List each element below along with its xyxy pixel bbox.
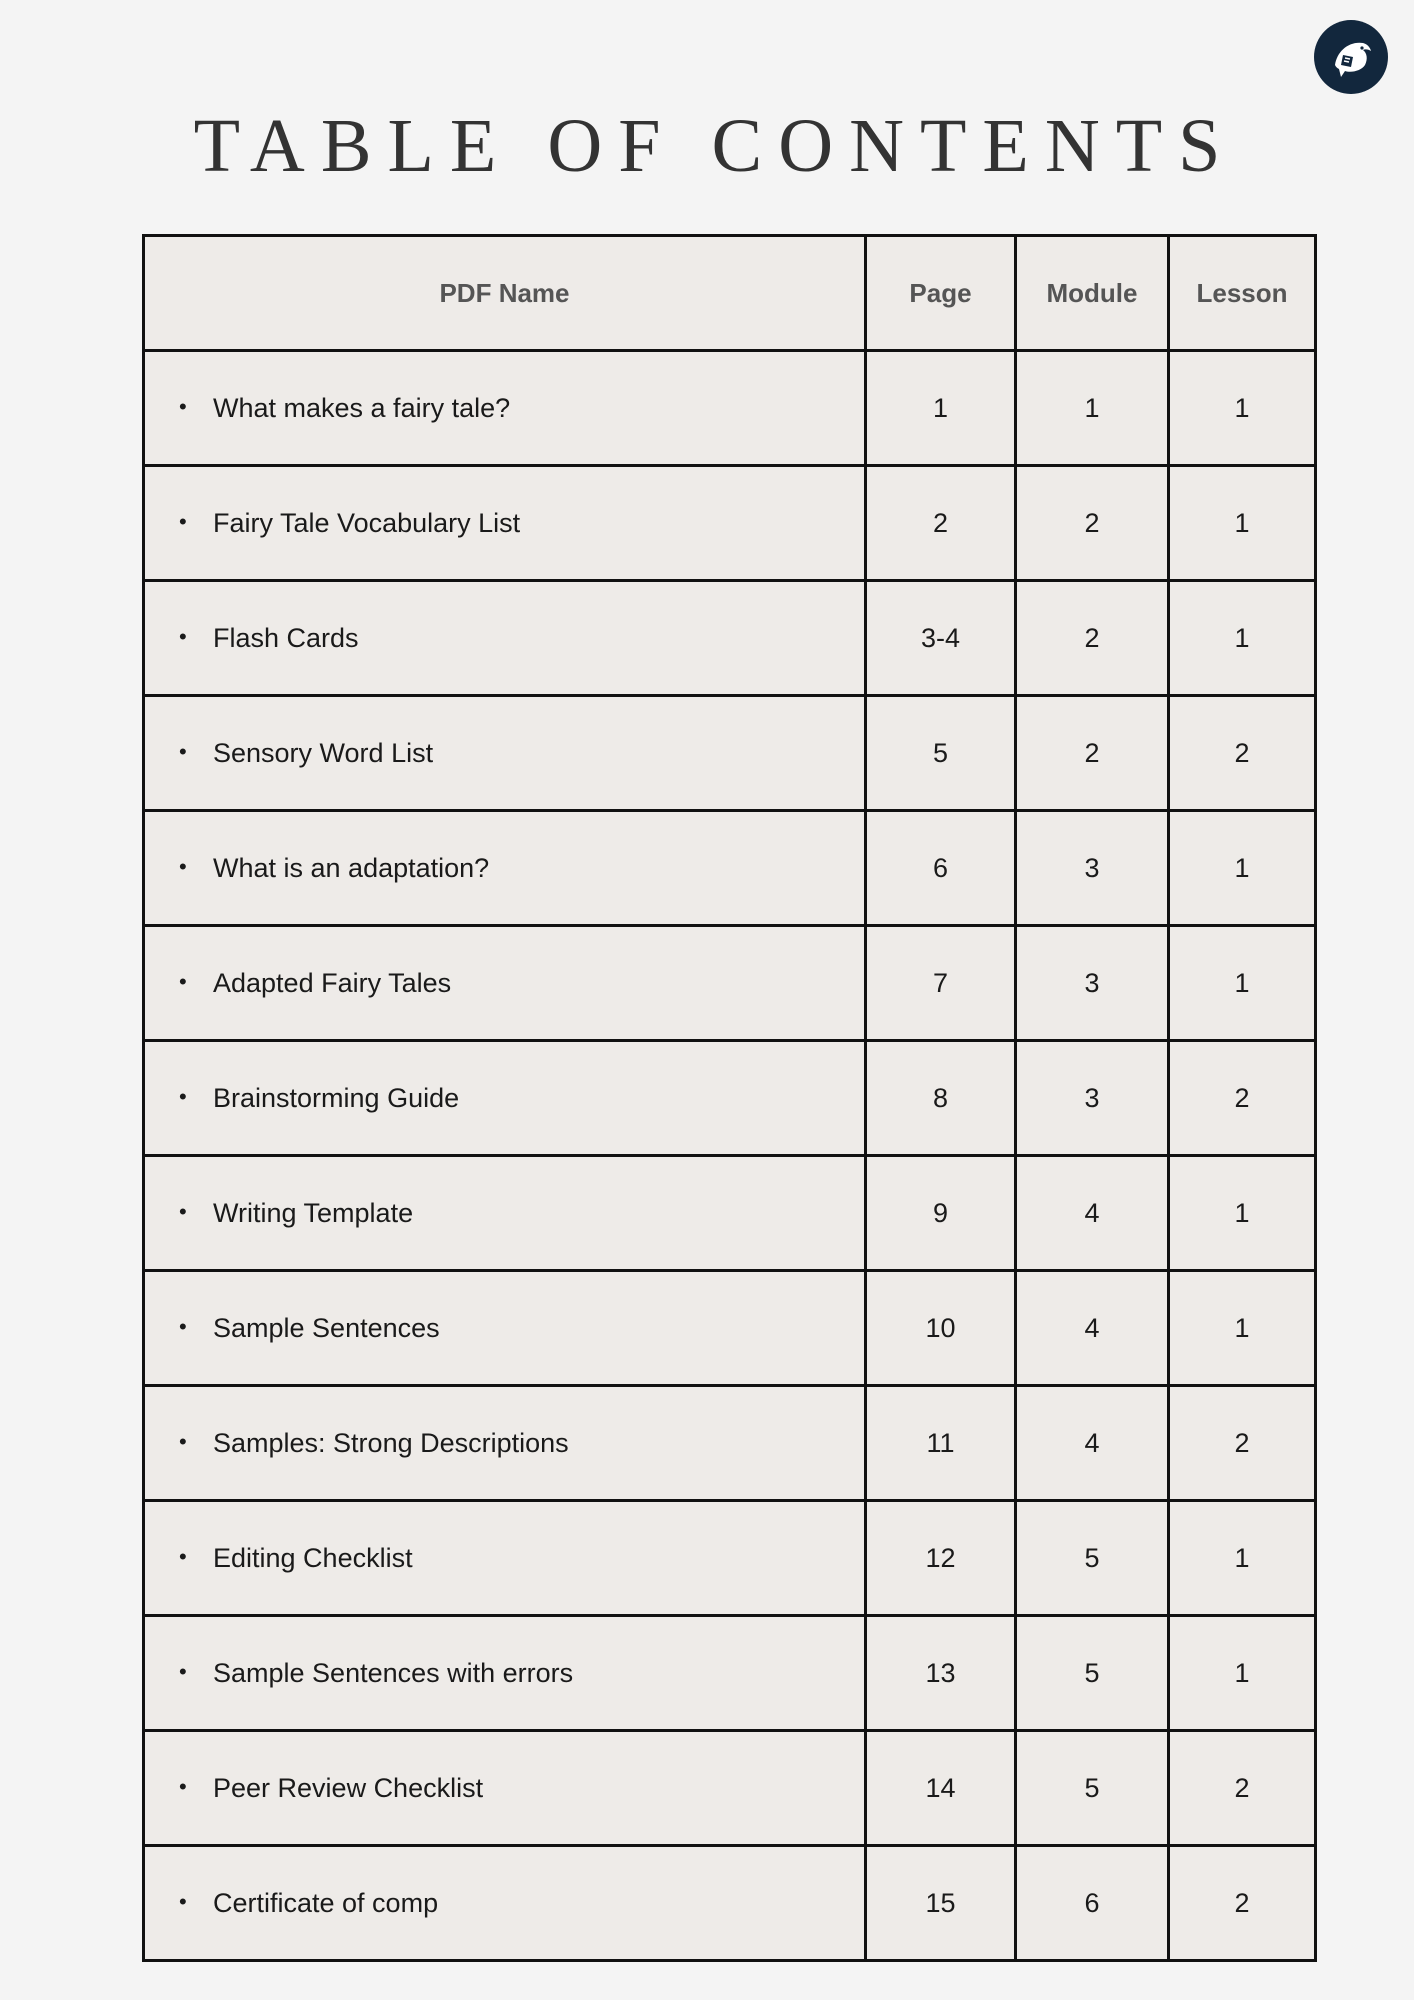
pdf-name-cell [144,1386,866,1501]
pdf-name-cell [144,1846,866,1961]
lesson-cell: 2 [1169,696,1316,811]
page-cell: 7 [866,926,1016,1041]
table-body [144,351,1316,1961]
pdf-name: Certificate of comp [213,1887,439,1918]
page-cell: 14 [866,1731,1016,1846]
bullet-icon: • [179,394,187,420]
module-cell: 3 [1016,811,1169,926]
table-row [144,1731,1316,1846]
module-cell: 2 [1016,581,1169,696]
lesson-cell: 2 [1169,1731,1316,1846]
page-cell: 15 [866,1846,1016,1961]
pdf-name-cell [144,351,866,466]
lesson-cell: 1 [1169,1616,1316,1731]
table-row [144,1616,1316,1731]
table-row [144,1041,1316,1156]
bullet-icon: • [179,1774,187,1800]
bullet-icon: • [179,1544,187,1570]
lesson-cell: 1 [1169,1501,1316,1616]
page-cell: 10 [866,1271,1016,1386]
bullet-icon: • [179,1659,187,1685]
pdf-name: Brainstorming Guide [213,1082,460,1113]
table-header-row [144,236,1316,351]
pdf-name-cell [144,1156,866,1271]
pdf-name-cell [144,466,866,581]
module-cell: 6 [1016,1846,1169,1961]
pdf-name: Adapted Fairy Tales [213,967,452,998]
page-cell: 5 [866,696,1016,811]
pdf-name: Sample Sentences [213,1312,440,1343]
bullet-icon: • [179,1084,187,1110]
bullet-icon: • [179,969,187,995]
bullet-icon: • [179,1889,187,1915]
lesson-cell: 1 [1169,926,1316,1041]
column-header-module: Module [1016,236,1169,351]
page-cell: 3-4 [866,581,1016,696]
table-row [144,811,1316,926]
pdf-name: Editing Checklist [213,1542,413,1573]
lesson-cell: 2 [1169,1846,1316,1961]
page-cell: 12 [866,1501,1016,1616]
pdf-name-cell [144,581,866,696]
table-row [144,351,1316,466]
module-cell: 4 [1016,1156,1169,1271]
lesson-cell: 2 [1169,1041,1316,1156]
pdf-name-cell [144,1616,866,1731]
bullet-icon: • [179,624,187,650]
lesson-cell: 1 [1169,1156,1316,1271]
page-title: TABLE OF CONTENTS [193,104,1237,188]
dolphin-book-icon [1321,27,1381,87]
module-cell: 5 [1016,1616,1169,1731]
table-row [144,1501,1316,1616]
module-cell: 4 [1016,1271,1169,1386]
contents-table [142,234,1317,1962]
table-row [144,1271,1316,1386]
brand-logo [1314,20,1388,94]
module-cell: 3 [1016,1041,1169,1156]
module-cell: 5 [1016,1501,1169,1616]
page-cell: 9 [866,1156,1016,1271]
pdf-name: Samples: Strong Descriptions [213,1427,569,1458]
pdf-name-cell [144,926,866,1041]
page-cell: 2 [866,466,1016,581]
page-cell: 8 [866,1041,1016,1156]
column-header-lesson: Lesson [1169,236,1316,351]
bullet-icon: • [179,509,187,535]
column-header-page: Page [866,236,1016,351]
lesson-cell: 2 [1169,1386,1316,1501]
pdf-name-cell [144,1731,866,1846]
pdf-name: Writing Template [213,1197,414,1228]
page-cell: 6 [866,811,1016,926]
table-row [144,1156,1316,1271]
module-cell: 2 [1016,466,1169,581]
pdf-name: Flash Cards [213,622,359,653]
lesson-cell: 1 [1169,1271,1316,1386]
bullet-icon: • [179,1314,187,1340]
pdf-name: Sample Sentences with errors [213,1657,574,1688]
lesson-cell: 1 [1169,811,1316,926]
pdf-name-cell [144,1041,866,1156]
module-cell: 3 [1016,926,1169,1041]
table-row [144,1846,1316,1961]
pdf-name: Sensory Word List [213,737,434,768]
bullet-icon: • [179,1199,187,1225]
pdf-name-cell [144,1501,866,1616]
pdf-name-cell [144,1271,866,1386]
pdf-name: What is an adaptation? [213,852,490,883]
table-row [144,696,1316,811]
bullet-icon: • [179,739,187,765]
column-header-pdf-name: PDF Name [144,236,866,351]
bullet-icon: • [179,1429,187,1455]
module-cell: 2 [1016,696,1169,811]
lesson-cell: 1 [1169,466,1316,581]
module-cell: 4 [1016,1386,1169,1501]
lesson-cell: 1 [1169,351,1316,466]
bullet-icon: • [179,854,187,880]
table-row [144,466,1316,581]
pdf-name-cell [144,696,866,811]
pdf-name: Fairy Tale Vocabulary List [213,507,521,538]
table-row [144,1386,1316,1501]
page-cell: 1 [866,351,1016,466]
pdf-name-cell [144,811,866,926]
lesson-cell: 1 [1169,581,1316,696]
module-cell: 5 [1016,1731,1169,1846]
table-row [144,581,1316,696]
module-cell: 1 [1016,351,1169,466]
table-row [144,926,1316,1041]
pdf-name: Peer Review Checklist [213,1772,484,1803]
pdf-name: What makes a fairy tale? [213,392,511,423]
page-cell: 11 [866,1386,1016,1501]
page-cell: 13 [866,1616,1016,1731]
